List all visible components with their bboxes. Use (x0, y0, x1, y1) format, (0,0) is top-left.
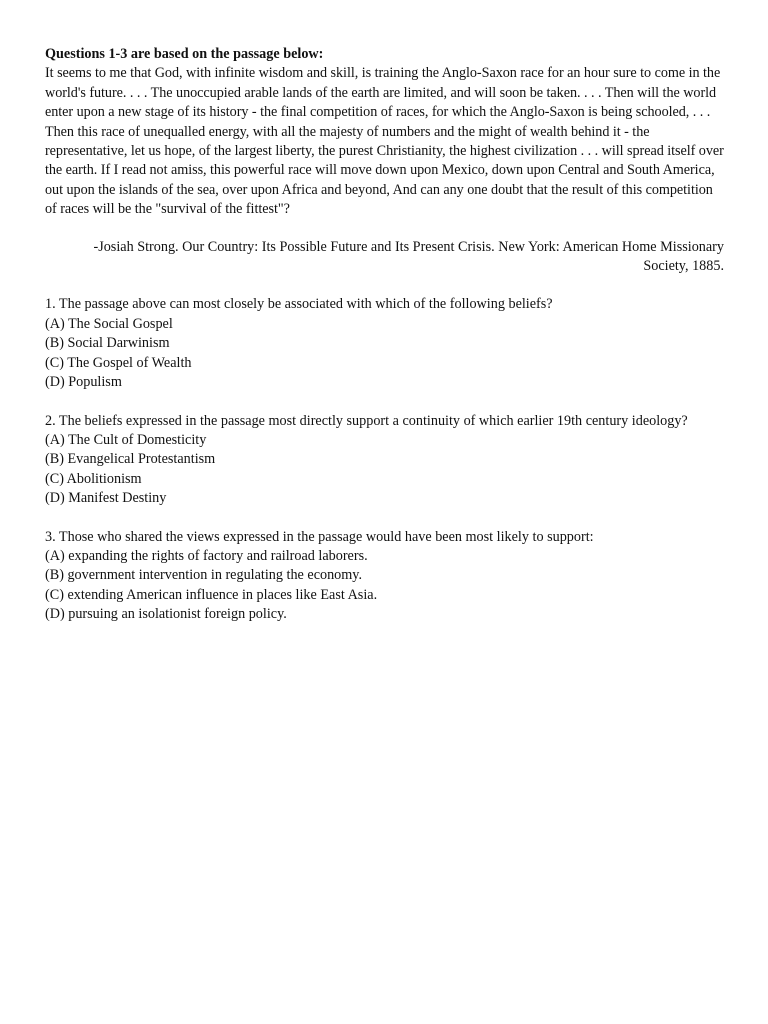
answer-choice: (B) government intervention in regulating the economy. (45, 567, 363, 584)
question-3 (45, 528, 724, 625)
answer-choice: (D) Manifest Destiny (45, 490, 167, 507)
question-stem: 2. The beliefs expressed in the passage most directly support a continuity of which earlier 19th century ideology? (45, 412, 688, 429)
answer-choice: (D) Populism (45, 374, 122, 391)
passage-heading: Questions 1-3 are based on the passage below: (45, 46, 324, 62)
answer-choice: (C) Abolitionism (45, 470, 142, 487)
answer-choice: (A) The Social Gospel (45, 315, 173, 332)
answer-choice: (A) expanding the rights of factory and railroad laborers. (45, 547, 368, 564)
question-stem: 3. Those who shared the views expressed in the passage would have been most likely to support: (45, 528, 594, 545)
passage-citation: -Josiah Strong. Our Country: Its Possible Future and Its Present Crisis. New York: American Home Missionary Society, 1885. (93, 238, 724, 275)
answer-choice: (C) extending American influence in places like East Asia. (45, 586, 378, 603)
answer-choice: (B) Evangelical Protestantism (45, 451, 216, 468)
document-page (45, 45, 724, 625)
answer-choice: (B) Social Darwinism (45, 335, 170, 352)
question-stem: 1. The passage above can most closely be associated with which of the following beliefs? (45, 296, 553, 313)
answer-choice: (C) The Gospel of Wealth (45, 354, 192, 371)
passage-text: It seems to me that God, with infinite wisdom and skill, is training the Anglo-Saxon race for an hour sure to come in the world's future. . . . The unoccupied arable lands of the earth are limited, and will soon be taken. . . . Then will the world enter upon a new stage of its history - the final competition of races, for which the Anglo-Saxon is being schooled, . . . Then this race of unequalled energy, with all the majesty of numbers and the might of wealth behind it - the representative, let us hope, of the largest liberty, the purest Christianity, the highest civilization . . . will spread itself over the earth. If I read not amiss, this powerful race will move down upon Mexico, down upon Central and South America, out upon the islands of the sea, over upon Africa and beyond, And can any one doubt that the result of this competition of races will be the "survival of the fittest"? (45, 65, 724, 218)
question-2 (45, 412, 724, 509)
question-1 (45, 295, 724, 392)
answer-choice: (D) pursuing an isolationist foreign policy. (45, 606, 287, 623)
answer-choice: (A) The Cult of Domesticity (45, 431, 207, 448)
